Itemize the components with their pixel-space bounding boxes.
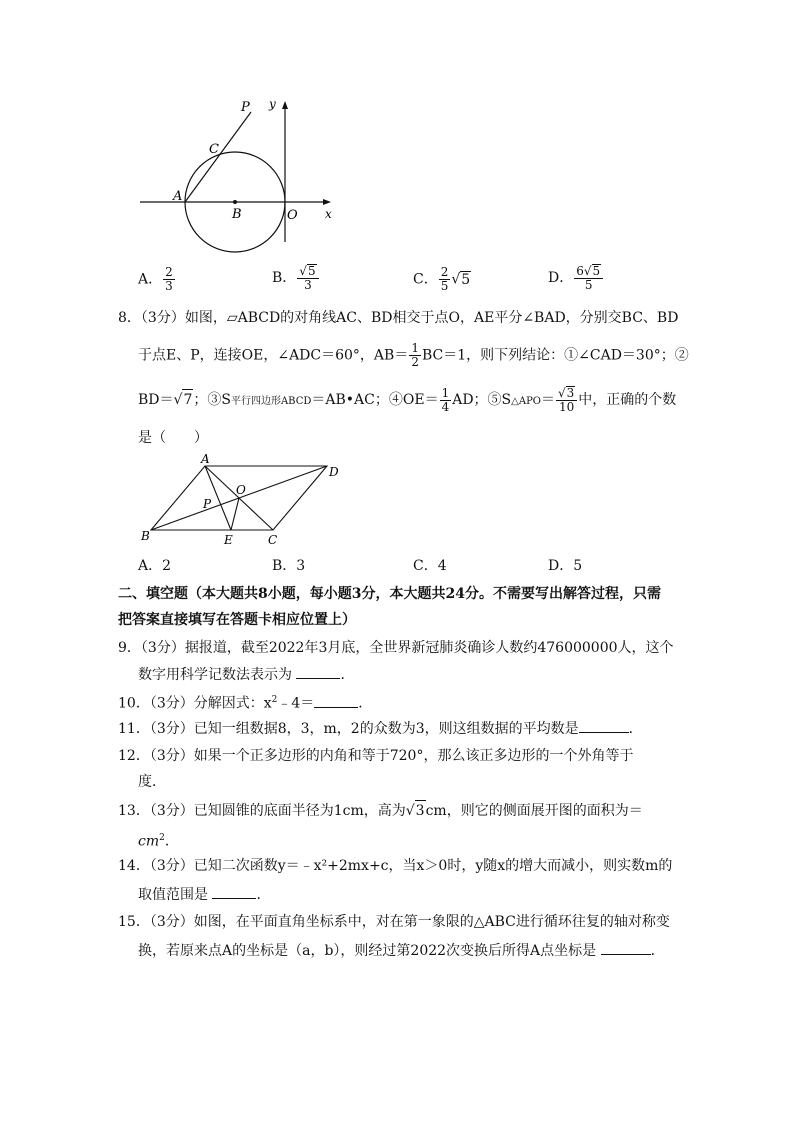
q7-option-c-rad: 5 — [461, 271, 471, 288]
q13-line2-b: ． — [164, 833, 179, 850]
q10-b: ﹣4＝ — [277, 695, 315, 712]
y-axis-arrow — [282, 101, 288, 109]
q11-answer-blank — [579, 718, 629, 733]
q8-line3-frac2-den: 10 — [559, 400, 575, 414]
label-b: B — [232, 207, 242, 222]
section2-heading-line1: 二、填空题（本大题共8小题，每小题3分，本大题共24分。不需要写出解答过程，只需 — [118, 586, 661, 602]
q7-option-d-den: 5 — [584, 278, 593, 292]
q7-option-c: C． $\frac{2}{5}$ √5 — [413, 265, 471, 293]
q11-text: 11．（3分）已知一组数据8，3，m，2的众数为3，则这组数据的平均数是 — [118, 721, 579, 737]
label-p: P — [241, 100, 250, 115]
section2-heading-line2: 把答案直接填写在答题卡相应位置上） — [118, 612, 356, 628]
label-d: D — [329, 465, 339, 479]
q11-period: ． — [628, 721, 643, 737]
q13-line2-sup: 2 — [159, 833, 165, 843]
q8-line4: 是（ ） — [138, 430, 208, 446]
q8-line3-d: AD；⑤S — [452, 392, 512, 408]
q9-period: ． — [340, 667, 355, 683]
segment-oe — [231, 498, 239, 530]
q7-option-d-label: D． — [548, 270, 574, 286]
q8-line3-frac2-num-rad: 3 — [566, 386, 575, 400]
q13-line1-rad: 3 — [415, 800, 426, 821]
q8-line2 — [138, 342, 689, 369]
label-c: C — [268, 533, 278, 547]
q7-option-b-den: 3 — [304, 278, 312, 292]
line-ap — [185, 112, 251, 202]
q13-line2 — [138, 828, 179, 852]
q7-option-b — [272, 264, 320, 292]
label-y: y — [269, 97, 276, 111]
x-axis-arrow — [323, 199, 331, 205]
q8-option-d: D．5 — [548, 558, 583, 574]
q7-option-c-den: 5 — [440, 279, 449, 293]
q15-line2-text: 换，若原来点A的坐标是（a，b），则经过第2022次变换后所得A点坐标是 — [138, 943, 597, 959]
q14-line2-text: 取值范围是 — [138, 887, 208, 903]
q12-line2: 度． — [138, 774, 166, 790]
q15-line1: 15．（3分）如图，在平面直角坐标系中，对在第一象限的△ABC进行循环往复的轴对称变 — [118, 914, 670, 930]
q13-line2-a: cm — [138, 833, 160, 850]
q13-line1: 13．（3分）已知圆锥的底面半径为1cm，高为√3cm，则它的侧面展开图的面积为＝ — [118, 800, 643, 821]
q7-option-a — [138, 266, 176, 293]
q8-option-a: A．2 — [138, 558, 172, 574]
q8-line3-f: 中，正确的个数 — [578, 392, 677, 408]
q8-line3-frac — [440, 387, 452, 414]
q8-line3-e: ＝ — [541, 392, 555, 408]
q7-option-b-num-rad: 5 — [307, 264, 316, 278]
q8-line3-frac-num: 1 — [441, 385, 450, 400]
q8-line3: BD＝√7；③S平行四边形ABCD＝AB•AC；④OE＝ $\frac{1}{4}$ AD；⑤S△APO＝ $\frac{√3}{10}$ 中，正确的个数 — [138, 385, 677, 414]
q7-option-d-num-rad: 5 — [592, 264, 601, 278]
q10-sup: 2 — [271, 695, 278, 705]
point-b — [233, 200, 237, 204]
q11-line — [118, 718, 643, 739]
label-b: B — [141, 529, 150, 543]
q7-option-c-frac — [439, 266, 451, 293]
q12-line1: 12．（3分）如果一个正多边形的内角和等于720°，那么该正多边形的一个外角等于 — [118, 748, 634, 764]
q7-option-a-frac — [163, 266, 175, 293]
label-e: E — [224, 533, 233, 547]
label-c: C — [209, 142, 219, 157]
q8-line3-frac2: $\frac{√3}{10}$ — [556, 386, 577, 414]
q14-line2 — [138, 884, 270, 905]
q8-line2-a: 于点E、P，连接OE，∠ADC＝60°，AB＝ — [138, 347, 409, 364]
q7-option-d-frac: $\frac{6√5}{5}$ — [574, 264, 603, 292]
q7-option-b-label: B． — [272, 270, 297, 286]
q7-option-d-num-coef: 6 — [576, 264, 584, 278]
q7-figure — [135, 92, 345, 264]
q8-line2-b: BC＝1，则下列结论：①∠CAD＝30°；② — [421, 347, 689, 364]
q8-line3-sub2: △APO — [511, 396, 541, 407]
q9-line2 — [138, 664, 354, 685]
q15-answer-blank — [601, 940, 651, 955]
q8-option-c: C．4 — [413, 558, 447, 574]
q8-line3-sub1: 平行四边形ABCD — [230, 396, 312, 407]
q8-line3-c: ＝AB•AC；④OE＝ — [311, 392, 439, 408]
q8-line2-frac-den: 2 — [411, 355, 419, 369]
q9-line2-text: 数字用科学记数法表示为 — [138, 667, 292, 683]
q8-line3-rad: 7 — [182, 389, 193, 410]
q10-period: ． — [358, 695, 373, 712]
q7-option-c-num: 2 — [440, 265, 449, 279]
q10-line — [118, 690, 372, 714]
q7-option-d — [548, 264, 604, 292]
q8-option-b: B．3 — [272, 558, 306, 574]
q8-line3-frac-den: 4 — [441, 399, 450, 414]
q14-period: ． — [256, 887, 271, 903]
label-p: P — [203, 497, 212, 511]
q15-period: ． — [650, 943, 665, 959]
q7-option-b-frac: $\frac{√5}{3}$ — [297, 264, 318, 292]
q8-line2-frac-num: 1 — [411, 341, 419, 355]
q14-answer-blank — [212, 884, 256, 899]
q15-line2 — [138, 940, 665, 961]
q8-line3-b: ；③S — [193, 392, 231, 408]
q10-a: 10．（3分）分解因式：x — [118, 695, 272, 712]
label-a: A — [173, 189, 183, 204]
q8-line1: 8．（3分）如图，▱ABCD的对角线AC、BD相交于点O，AE平分∠BAD，分别交BC、BD — [118, 310, 679, 326]
q8-line2-frac — [409, 342, 421, 369]
label-a: A — [201, 452, 210, 466]
q8-line3-a: BD＝ — [138, 392, 174, 408]
q7-option-a-label: A． — [138, 271, 163, 288]
label-o: O — [236, 483, 246, 497]
q9-answer-blank — [296, 664, 340, 679]
q13-line1-b: cm，则它的侧面展开图的面积为＝ — [425, 803, 643, 819]
q7-option-c-label: C． — [413, 271, 438, 288]
q13-line1-a: 13．（3分）已知圆锥的底面半径为1cm，高为 — [118, 803, 406, 819]
q8-figure — [135, 452, 350, 548]
q10-answer-blank — [314, 693, 358, 708]
q14-line1: 14．（3分）已知二次函数y＝﹣x²+2mx+c，当x＞0时，y随x的增大而减小，则实数m的 — [118, 858, 673, 874]
q7-option-a-den: 3 — [165, 279, 173, 293]
q9-line1: 9．（3分）据报道，截至2022年3月底，全世界新冠肺炎确诊人数约476000000人，这个 — [118, 640, 674, 656]
q7-option-a-num: 2 — [165, 265, 173, 279]
label-x: x — [325, 207, 332, 221]
label-o: O — [287, 208, 298, 223]
